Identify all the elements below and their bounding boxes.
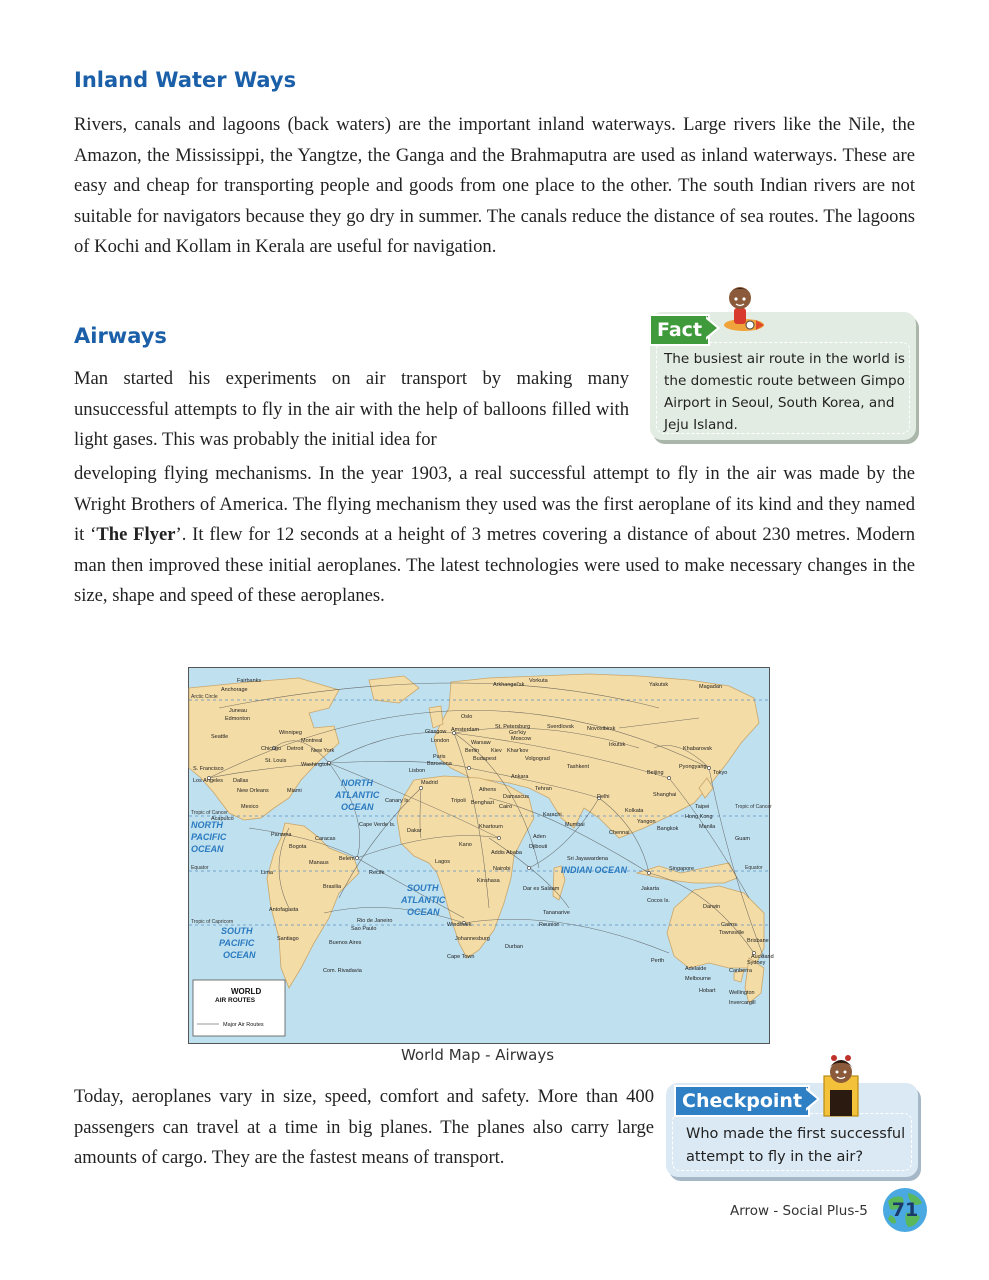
svg-text:Miami: Miami — [287, 788, 302, 794]
svg-text:Winnipeg: Winnipeg — [279, 730, 302, 736]
svg-text:Panama: Panama — [271, 832, 292, 838]
svg-text:Canary Is.: Canary Is. — [385, 798, 411, 804]
airways-text-after: ’. It flew for 12 seconds at a height of 3 metres covering a distance of about 230 metres. Modern man then improved these initial aeroplanes. The latest technologies were used to make necessary changes in the size, shape and speed of these aeroplanes. — [74, 524, 915, 606]
svg-text:Chennai: Chennai — [609, 830, 630, 836]
girl-in-booth-icon — [818, 1050, 864, 1118]
svg-text:Arctic Circle: Arctic Circle — [191, 694, 218, 700]
svg-text:Budapest: Budapest — [473, 756, 497, 762]
svg-text:Belem: Belem — [339, 856, 355, 862]
section-heading-airways: Airways — [74, 324, 167, 348]
svg-text:Juneau: Juneau — [229, 708, 248, 714]
svg-text:Equator: Equator — [745, 865, 763, 871]
svg-text:Dallas: Dallas — [233, 778, 249, 784]
the-flyer-bold: The Flyer — [96, 524, 176, 545]
svg-text:PACIFIC: PACIFIC — [219, 938, 255, 948]
svg-text:Sao Paulo: Sao Paulo — [351, 926, 377, 932]
svg-text:OCEAN: OCEAN — [223, 950, 256, 960]
svg-text:Damascus: Damascus — [503, 794, 529, 800]
airways-paragraph-intro: Man started his experiments on air transport by making many unsuccessful attempts to fly in the air with the help of balloons filled with light gases. This was probably the initial idea for — [74, 368, 629, 450]
svg-text:Fairbanks: Fairbanks — [237, 678, 262, 684]
svg-text:Guam: Guam — [735, 836, 750, 842]
svg-text:Novosibirsk: Novosibirsk — [587, 726, 616, 732]
svg-text:Delhi: Delhi — [597, 794, 610, 800]
svg-text:OCEAN: OCEAN — [407, 907, 440, 917]
svg-text:Tropic of Cancer: Tropic of Cancer — [735, 804, 772, 810]
svg-text:Addis Ababa: Addis Ababa — [491, 850, 522, 856]
svg-text:Townsville: Townsville — [719, 930, 745, 936]
checkpoint-label: Checkpoint — [674, 1085, 810, 1117]
svg-text:PACIFIC: PACIFIC — [191, 832, 227, 842]
svg-text:New York: New York — [311, 748, 335, 754]
svg-text:Manaus: Manaus — [309, 860, 329, 866]
svg-text:Hong Kong: Hong Kong — [685, 814, 713, 820]
boy-on-rocket-icon — [716, 278, 768, 338]
svg-text:Seattle: Seattle — [211, 734, 229, 740]
svg-text:Nairobi: Nairobi — [493, 866, 511, 872]
svg-text:Lisbon: Lisbon — [409, 768, 426, 774]
svg-text:WORLD: WORLD — [231, 987, 262, 996]
svg-text:Com. Rivadavia: Com. Rivadavia — [323, 968, 362, 974]
svg-text:Volgograd: Volgograd — [525, 756, 550, 762]
svg-text:OCEAN: OCEAN — [191, 844, 224, 854]
svg-text:Oslo: Oslo — [461, 714, 473, 720]
world-air-routes-map — [188, 667, 774, 1044]
svg-text:Cairns: Cairns — [721, 922, 737, 928]
svg-text:Kinshasa: Kinshasa — [477, 878, 500, 884]
svg-text:Adelaide: Adelaide — [685, 966, 707, 972]
svg-text:Paris: Paris — [433, 754, 446, 760]
svg-text:Auckland: Auckland — [751, 954, 774, 960]
svg-text:London: London — [431, 738, 450, 744]
svg-text:SOUTH: SOUTH — [407, 883, 439, 893]
svg-text:St. Louis: St. Louis — [265, 758, 287, 764]
svg-text:Aden: Aden — [533, 834, 546, 840]
svg-text:NORTH: NORTH — [191, 820, 223, 830]
svg-text:Lagos: Lagos — [435, 859, 450, 865]
checkpoint-question: Who made the first successful attempt to fly in the air? — [686, 1126, 906, 1165]
svg-text:Kolkata: Kolkata — [625, 808, 644, 814]
svg-text:Lima: Lima — [261, 870, 273, 876]
svg-text:Detroit: Detroit — [287, 746, 304, 752]
svg-text:Dakar: Dakar — [407, 828, 422, 834]
svg-text:Major Air Routes: Major Air Routes — [223, 1022, 264, 1028]
svg-text:NORTH: NORTH — [341, 778, 373, 788]
airways-paragraph-continued — [74, 459, 915, 612]
svg-text:Brisbane: Brisbane — [747, 938, 769, 944]
svg-text:Moscow: Moscow — [511, 736, 532, 742]
svg-text:St. Petersburg: St. Petersburg — [495, 724, 531, 730]
svg-text:Bogota: Bogota — [289, 844, 307, 850]
svg-text:Warsaw: Warsaw — [471, 740, 491, 746]
svg-text:Gor'kiy: Gor'kiy — [509, 730, 526, 736]
map-caption: World Map - Airways — [400, 1046, 555, 1064]
svg-text:Acapulco: Acapulco — [211, 816, 234, 822]
section-heading-inland-waterways: Inland Water Ways — [74, 68, 297, 92]
svg-text:AIR ROUTES: AIR ROUTES — [215, 997, 256, 1004]
svg-text:SOUTH: SOUTH — [221, 926, 253, 936]
page-number: 71 — [891, 1199, 919, 1221]
svg-text:New Orleans: New Orleans — [237, 788, 269, 794]
svg-text:Glasgow: Glasgow — [425, 729, 447, 735]
svg-text:Khar'kov: Khar'kov — [507, 748, 529, 754]
svg-text:Recife: Recife — [369, 870, 385, 876]
svg-text:Irkutsk: Irkutsk — [609, 742, 626, 748]
svg-text:Tripoli: Tripoli — [451, 798, 466, 804]
svg-text:Pyongyang: Pyongyang — [679, 764, 707, 770]
book-title-footer: Arrow - Social Plus-5 — [730, 1203, 868, 1219]
svg-text:Chicago: Chicago — [261, 746, 282, 752]
fact-text: The busiest air route in the world is the domestic route between Gimpo Airport in Seoul, South Korea, and Jeju Island. — [664, 351, 906, 433]
svg-text:Sydney: Sydney — [747, 960, 766, 966]
svg-text:INDIAN OCEAN: INDIAN OCEAN — [561, 865, 628, 875]
svg-text:Canberra: Canberra — [729, 968, 752, 974]
svg-text:Darwin: Darwin — [703, 904, 721, 910]
svg-text:Mumbai: Mumbai — [565, 822, 585, 828]
svg-text:Sverdlovsk: Sverdlovsk — [547, 724, 574, 730]
svg-text:Sri Jayawardena: Sri Jayawardena — [567, 856, 608, 862]
svg-text:Edmonton: Edmonton — [225, 716, 251, 722]
svg-text:Ankara: Ankara — [511, 774, 529, 780]
fact-label: Fact — [649, 314, 710, 346]
svg-text:Caracas: Caracas — [315, 836, 336, 842]
svg-text:Khartoum: Khartoum — [479, 824, 503, 830]
svg-text:Cape Town: Cape Town — [447, 954, 475, 960]
svg-text:Madrid: Madrid — [421, 780, 438, 786]
svg-text:Magadan: Magadan — [699, 684, 722, 690]
svg-text:Tashkent: Tashkent — [567, 764, 590, 770]
svg-text:Reunion: Reunion — [539, 922, 560, 928]
svg-text:Taipei: Taipei — [695, 804, 710, 810]
svg-text:Shanghai: Shanghai — [653, 792, 677, 798]
svg-text:Cocos Is.: Cocos Is. — [647, 898, 670, 904]
svg-text:Anchorage: Anchorage — [221, 687, 248, 693]
svg-text:Windhoek: Windhoek — [447, 922, 472, 928]
svg-text:Johannesburg: Johannesburg — [455, 936, 490, 942]
svg-text:Singapore: Singapore — [669, 866, 695, 872]
svg-text:Equator: Equator — [191, 865, 209, 871]
svg-text:Mexico: Mexico — [241, 804, 259, 810]
world-map-svg — [189, 668, 774, 1043]
svg-text:Melbourne: Melbourne — [685, 976, 711, 982]
svg-text:Tehran: Tehran — [535, 786, 552, 792]
inland-waterways-paragraph: Rivers, canals and lagoons (back waters) are the important inland waterways. Large rivers like the Nile, the Amazon, the Mississippi, the Yangtze, the Ganga and the Brahmaputra are used as inland waterways. These are easy and cheap for transporting people and goods from one place to the other. The south Indian rivers are not suitable for navigators because they go dry in summer. The canals reduce the distance of sea routes. The lagoons of Kochi and Kollam in Kerala are useful for navigation. — [74, 114, 915, 257]
svg-text:Los Angeles: Los Angeles — [193, 778, 223, 784]
svg-text:Buenos Aires: Buenos Aires — [329, 940, 362, 946]
today-paragraph: Today, aeroplanes vary in size, speed, comfort and safety. More than 400 passengers can travel at a time in big planes. The planes also carry large amounts of cargo. They are the fastest means of transport. — [74, 1086, 654, 1168]
svg-text:Cape Verde Is.: Cape Verde Is. — [359, 822, 396, 828]
svg-text:Bangkok: Bangkok — [657, 826, 679, 832]
svg-text:ATLANTIC: ATLANTIC — [335, 790, 380, 800]
svg-text:S. Francisco: S. Francisco — [193, 766, 224, 772]
svg-text:Tropic of Cancer: Tropic of Cancer — [191, 810, 228, 816]
svg-text:Washington: Washington — [301, 762, 330, 768]
svg-text:Durban: Durban — [505, 944, 524, 950]
svg-text:Tropic of Capricorn: Tropic of Capricorn — [191, 919, 234, 925]
svg-text:Yakutsk: Yakutsk — [649, 682, 669, 688]
svg-text:Benghazi: Benghazi — [471, 800, 494, 806]
svg-text:OCEAN: OCEAN — [341, 802, 374, 812]
svg-text:ATLANTIC: ATLANTIC — [401, 895, 446, 905]
airways-text-before: developing flying mechanisms. In the year 1903, a real successful attempt to fly in the air was made by the Wright Brothers of America. The flying mechanism they used was the first aeroplane of its kind and they named it ‘ — [74, 463, 915, 545]
svg-text:Montreal: Montreal — [301, 738, 323, 744]
svg-text:Rio de Janeiro: Rio de Janeiro — [357, 918, 393, 924]
svg-text:Beijing: Beijing — [647, 770, 664, 776]
svg-text:Kiev: Kiev — [491, 748, 502, 754]
svg-text:Vorkuta: Vorkuta — [529, 678, 548, 684]
svg-text:Djibouti: Djibouti — [529, 844, 548, 850]
svg-text:Santiago: Santiago — [277, 936, 299, 942]
svg-text:Arkhangel'sk: Arkhangel'sk — [493, 682, 525, 688]
svg-text:Tananarive: Tananarive — [543, 910, 570, 916]
svg-text:Jakarta: Jakarta — [641, 886, 660, 892]
svg-text:Cairo: Cairo — [499, 804, 513, 810]
svg-text:Athens: Athens — [479, 787, 497, 793]
svg-text:Perth: Perth — [651, 958, 665, 964]
svg-text:Manila: Manila — [699, 824, 716, 830]
svg-text:Amsterdam: Amsterdam — [451, 727, 480, 733]
svg-text:Tokyo: Tokyo — [713, 770, 728, 776]
svg-text:Khabarovsk: Khabarovsk — [683, 746, 713, 752]
svg-text:Dar es Salaam: Dar es Salaam — [523, 886, 560, 892]
svg-text:Hobart: Hobart — [699, 988, 716, 994]
svg-text:Invercargill: Invercargill — [729, 1000, 756, 1006]
svg-text:Barcelona: Barcelona — [427, 761, 452, 767]
svg-text:Kano: Kano — [459, 842, 472, 848]
map-legend — [193, 980, 285, 1036]
svg-text:Karachi: Karachi — [543, 812, 562, 818]
svg-text:Wellington: Wellington — [729, 990, 755, 996]
svg-text:Brasilia: Brasilia — [323, 884, 342, 890]
svg-text:Berlin: Berlin — [465, 748, 480, 754]
svg-text:Antofagasta: Antofagasta — [269, 907, 299, 913]
svg-text:Yangon: Yangon — [637, 819, 656, 825]
